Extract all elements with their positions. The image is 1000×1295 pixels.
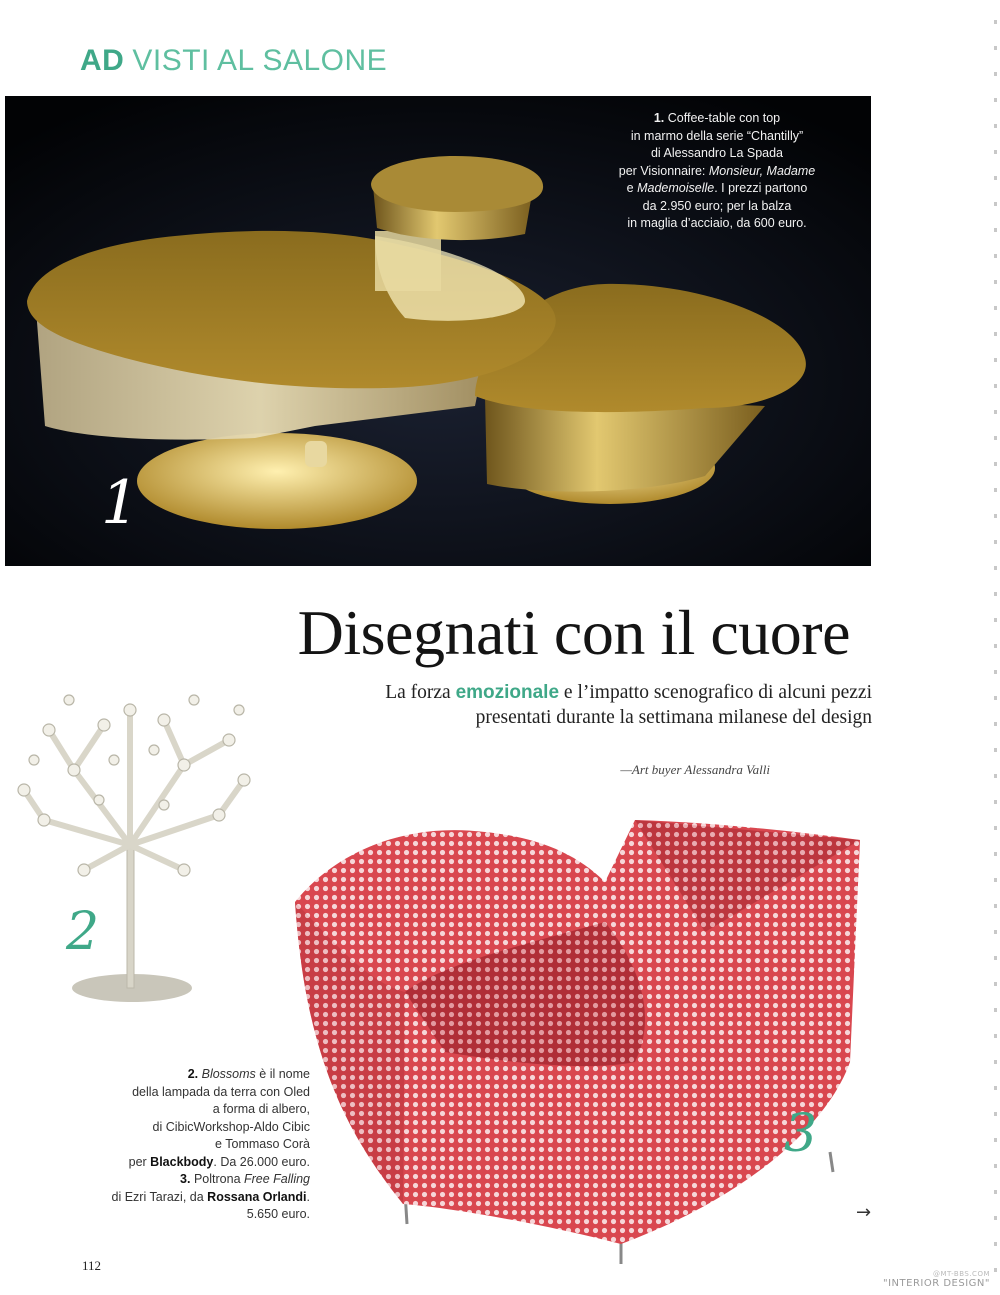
caption-text: è il nome bbox=[255, 1067, 310, 1081]
caption-text: 5.650 euro. bbox=[246, 1207, 310, 1221]
edge-mark bbox=[994, 384, 997, 388]
edge-mark bbox=[994, 1034, 997, 1038]
edge-mark bbox=[994, 1216, 997, 1220]
edge-mark bbox=[994, 1268, 997, 1272]
edge-mark bbox=[994, 566, 997, 570]
edge-mark bbox=[994, 72, 997, 76]
edge-mark bbox=[994, 540, 997, 544]
caption-text: in maglia d’acciaio, da 600 euro. bbox=[627, 216, 807, 230]
edge-mark bbox=[994, 306, 997, 310]
caption-text: e bbox=[626, 181, 638, 195]
article-subtitle bbox=[230, 680, 872, 730]
caption-number-3: 3. bbox=[180, 1172, 191, 1186]
edge-mark bbox=[994, 98, 997, 102]
item-number-1: 1 bbox=[101, 468, 140, 538]
edge-mark bbox=[994, 202, 997, 206]
edge-mark bbox=[994, 488, 997, 492]
byline: —Art buyer Alessandra Valli bbox=[620, 762, 770, 777]
edge-mark bbox=[994, 696, 997, 700]
edge-mark bbox=[994, 1138, 997, 1142]
caption-items-2-3 bbox=[110, 1066, 310, 1224]
caption-item-1 bbox=[587, 110, 847, 233]
edge-mark bbox=[994, 592, 997, 596]
caption-text: della lampada da terra con Oled bbox=[132, 1084, 310, 1099]
edge-mark bbox=[994, 332, 997, 336]
edge-mark bbox=[994, 618, 997, 622]
product-names: Monsieur, Madame bbox=[708, 163, 816, 178]
edge-mark bbox=[994, 1008, 997, 1012]
blossoms-lamp-photo bbox=[14, 670, 254, 1010]
edge-mark bbox=[994, 410, 997, 414]
caption-text: Coffee-table con top bbox=[667, 111, 781, 125]
edge-mark bbox=[994, 644, 997, 648]
edge-mark bbox=[994, 1112, 997, 1116]
edge-mark bbox=[994, 748, 997, 752]
caption-text: . Da 26.000 euro. bbox=[213, 1154, 310, 1169]
section-name: VISTI AL SALONE bbox=[132, 44, 388, 77]
product-name: Free Falling bbox=[244, 1172, 310, 1186]
edge-mark bbox=[994, 774, 997, 778]
caption-text: di Alessandro La Spada bbox=[650, 146, 784, 160]
edge-mark bbox=[994, 800, 997, 804]
caption-text: e Tommaso Corà bbox=[215, 1137, 310, 1151]
edge-mark bbox=[994, 852, 997, 856]
edge-mark bbox=[994, 1190, 997, 1194]
next-page-arrow-icon: → bbox=[856, 1202, 872, 1223]
section-header bbox=[80, 44, 387, 78]
caption-text: di CibicWorkshop-Aldo Cibic bbox=[152, 1119, 310, 1134]
item-number-2: 2 bbox=[66, 902, 100, 962]
edge-mark bbox=[994, 254, 997, 258]
watermark bbox=[872, 1270, 990, 1289]
product-name: Mademoiselle bbox=[637, 181, 715, 195]
caption-text: per bbox=[128, 1154, 151, 1169]
brand-name: Blackbody bbox=[150, 1154, 214, 1169]
edge-mark bbox=[994, 722, 997, 726]
lamp-illustration bbox=[14, 670, 254, 1010]
edge-mark bbox=[994, 982, 997, 986]
caption-text: . bbox=[306, 1189, 310, 1204]
edge-mark bbox=[994, 228, 997, 232]
chair-illustration bbox=[285, 812, 870, 1282]
edge-mark bbox=[994, 436, 997, 440]
edge-mark bbox=[994, 150, 997, 154]
edge-mark bbox=[994, 124, 997, 128]
edge-mark bbox=[994, 1242, 997, 1246]
edge-mark bbox=[994, 826, 997, 830]
edge-mark bbox=[994, 930, 997, 934]
edge-mark bbox=[994, 20, 997, 24]
edge-mark bbox=[994, 1164, 997, 1168]
caption-text: a forma di albero, bbox=[212, 1102, 310, 1116]
subtitle-text: e l’impatto scenografico di alcuni pezzi bbox=[559, 682, 872, 703]
article-title: Disegnati con il cuore bbox=[297, 597, 850, 668]
caption-text: . I prezzi partono bbox=[714, 181, 808, 195]
edge-mark bbox=[994, 1060, 997, 1064]
edge-mark bbox=[994, 280, 997, 284]
page-number: 112 bbox=[82, 1258, 102, 1273]
edge-mark bbox=[994, 878, 997, 882]
watermark-text: "INTERIOR DESIGN" bbox=[883, 1278, 990, 1289]
edge-mark bbox=[994, 462, 997, 466]
magazine-logo: AD bbox=[80, 44, 125, 77]
brand-name: Rossana Orlandi bbox=[207, 1189, 307, 1204]
caption-text: Poltrona bbox=[190, 1172, 244, 1186]
scan-edge-marks bbox=[990, 0, 1000, 1295]
edge-mark bbox=[994, 176, 997, 180]
caption-text: in marmo della serie “Chantilly” bbox=[630, 128, 804, 143]
edge-mark bbox=[994, 514, 997, 518]
edge-mark bbox=[994, 46, 997, 50]
edge-mark bbox=[994, 1086, 997, 1090]
caption-text: per Visionnaire: bbox=[618, 163, 709, 178]
edge-mark bbox=[994, 670, 997, 674]
watermark-site: @MT-BBS.COM bbox=[932, 1270, 990, 1278]
subtitle-emphasis: emozionale bbox=[455, 682, 560, 703]
subtitle-text: presentati durante la settimana milanese del design bbox=[475, 707, 872, 728]
edge-mark bbox=[994, 904, 997, 908]
coffee-table-photo bbox=[5, 96, 871, 566]
caption-text: di Ezri Tarazi, da bbox=[111, 1189, 208, 1204]
free-falling-chair-photo bbox=[285, 812, 870, 1282]
edge-mark bbox=[994, 358, 997, 362]
caption-number-1: 1. bbox=[653, 111, 665, 125]
edge-mark bbox=[994, 956, 997, 960]
subtitle-text: La forza bbox=[385, 682, 456, 703]
caption-text: da 2.950 euro; per la balza bbox=[642, 198, 792, 213]
product-name: Blossoms bbox=[201, 1067, 256, 1081]
caption-number-2: 2. bbox=[187, 1067, 199, 1081]
item-number-3: 3 bbox=[784, 1104, 818, 1164]
